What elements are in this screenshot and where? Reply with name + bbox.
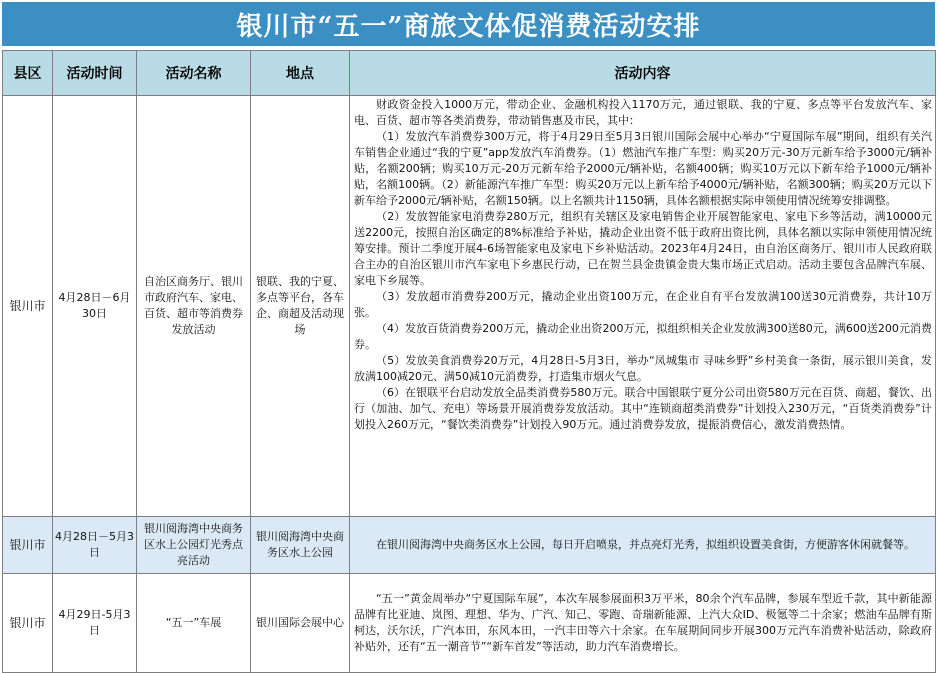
content-paragraph: （4）发放百货消费券200万元，撬动企业出资200万元，拟组织相关企业发放满300送80元，满600送200元消费券。 xyxy=(354,322,932,351)
activity-name-cell: “五一”车展 xyxy=(137,574,251,673)
activity-name-cell: 自治区商务厅、银川市政府汽车、家电、百货、超市等消费券发放活动 xyxy=(137,96,251,517)
activity-name-cell: 银川阅海湾中央商务区水上公园灯光秀点亮活动 xyxy=(137,517,251,574)
content-paragraph: “五一”黄金周举办“宁夏国际车展”，本次车展参展面积3万平米，80余个汽车品牌，参展车型近千款，其中新能源品牌有比亚迪、岚图、理想、华为、广汽、知己、零跑、奇瑞新能源、上汽大众ID、极氪等二十余家；燃油车品牌有斯柯达，沃尔沃，广汽本田，东风本田，一汽丰田等六十余家。在车展期间同步开展300万元汽车消费补贴活动，除政府补贴外，还有“五一潮音节”“新车首发”等活动，助力汽车消费增长。 xyxy=(354,592,932,653)
location-cell: 银川国际会展中心 xyxy=(251,574,350,673)
content-cell xyxy=(350,574,936,673)
content-paragraph: （3）发放超市消费券200万元，撬动企业出资100万元，在企业自有平台发放满100送30元消费券，共计10万张。 xyxy=(354,290,932,319)
time-cell: 4月28日－5月3日 xyxy=(53,517,137,574)
table-row xyxy=(3,96,936,517)
time-cell: 4月28日－6月30日 xyxy=(53,96,137,517)
header-time: 活动时间 xyxy=(53,51,137,96)
table-row xyxy=(3,517,936,574)
content-paragraph: （1）发放汽车消费券300万元，将于4月29日至5月3日银川国际会展中心举办“宁夏国际车展”期间，组织有关汽车销售企业通过“我的宁夏”app发放汽车消费券。（1）燃油汽车推广车型：购买20万元-30万元新车给予3000元/辆补贴，名额200辆；购买10万元-20万元新车给予2000元/辆补贴，名额400辆；购买10万元以下新车给予1000元/辆补贴，名额100辆。（2）新能源汽车推广车型：购买20万元以上新车给予4000元/辆补贴，名额300辆；购买20万元以下新车给予2000元/辆补贴，名额150辆。以上名额共计1150辆，具体名额根据实际申领使用情况统筹安排调整。 xyxy=(354,130,932,207)
content-cell xyxy=(350,517,936,574)
content-paragraph: （5）发放美食消费券20万元，4月28日-5月3日，举办“凤城集市 寻味乡野”乡村美食一条街，展示银川美食，发放满100减20元、满50减10元消费券，打造集市烟火气息。 xyxy=(354,354,932,383)
content-paragraph: 财政资金投入1000万元，带动企业、金融机构投入1170万元，通过银联、我的宁夏、多点等平台发放汽车、家电、百货、超市等各类消费券，带动销售惠及市民，其中： xyxy=(354,98,932,127)
county-cell: 银川市 xyxy=(3,96,53,517)
header-county: 县区 xyxy=(3,51,53,96)
table-header-row xyxy=(3,51,936,96)
activity-table xyxy=(2,50,936,673)
header-name: 活动名称 xyxy=(137,51,251,96)
content-paragraph: （2）发放智能家电消费券280万元，组织有关辖区及家电销售企业开展智能家电、家电下乡等活动，满10000元送2200元，按照自治区确定的8%标准给予补贴，撬动企业出资不低于政府出资比例，具体名额以实际申领使用情况统筹安排。预计二季度开展4-6场智能家电及家电下乡补贴活动。2023年4月24日，由自治区商务厅、银川市人民政府联合主办的自治区银川市汽车家电下乡惠民行动，已在贺兰县金贵镇金贵大集市场正式启动。活动主要包含品牌汽车展、家电下乡展等。 xyxy=(354,210,932,287)
location-cell: 银川阅海湾中央商务区水上公园 xyxy=(251,517,350,574)
content-paragraph: （6）在银联平台启动发放全品类消费券580万元。联合中国银联宁夏分公司出资580万元在百货、商超、餐饮、出行（加油、加气、充电）等场景开展消费券发放活动。其中“连锁商超类消费券”计划投入230万元，“百货类消费券”计划投入260万元，“餐饮类消费券”计划投入90万元。通过消费券发放，提振消费信心，激发消费热情。 xyxy=(354,386,932,431)
location-cell: 银联、我的宁夏、多点等平台，各车企、商超及活动现场 xyxy=(251,96,350,517)
header-location: 地点 xyxy=(251,51,350,96)
county-cell: 银川市 xyxy=(3,517,53,574)
content-paragraph: 在银川阅海湾中央商务区水上公园，每日开启喷泉，并点亮灯光秀，拟组织设置美食街，方便游客休闲就餐等。 xyxy=(376,538,915,551)
county-cell: 银川市 xyxy=(3,574,53,673)
time-cell: 4月29日-5月3日 xyxy=(53,574,137,673)
header-content: 活动内容 xyxy=(350,51,936,96)
table-row xyxy=(3,574,936,673)
page-title: 银川市“五一”商旅文体促消费活动安排 xyxy=(2,2,935,46)
content-cell xyxy=(350,96,936,517)
